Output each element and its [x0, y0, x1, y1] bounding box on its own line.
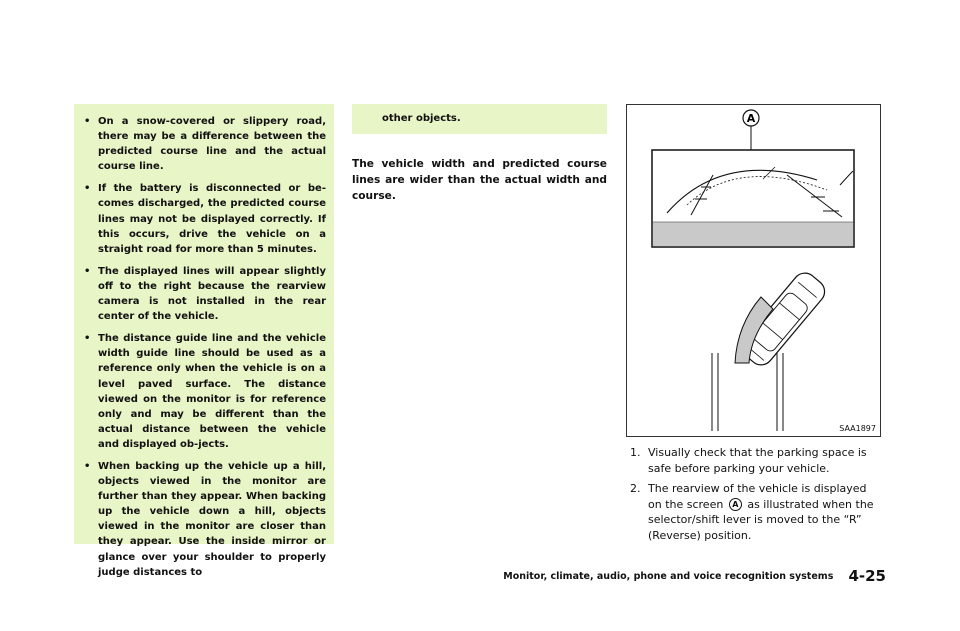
note-item: • The distance guide line and the vehicle width guide line should be used as a reference only when the vehicle is on a level paved surface. The distance viewed on the monitor is for reference only and may be different than the actual distance between the vehicle and displayed ob-jects. [84, 331, 326, 452]
rearview-illustration [627, 105, 880, 436]
body-paragraph: The vehicle width and predicted course lines are wider than the actual width and course. [352, 157, 607, 202]
page-footer [500, 566, 886, 585]
note-continuation-text: other objects. [382, 113, 461, 124]
step-number: 2. [630, 482, 641, 495]
steps-list [630, 445, 882, 548]
caution-note-continuation [352, 104, 607, 134]
note-item: • On a snow-covered or slippery road, there may be a difference between the predicted course line and the actual course line. [84, 114, 326, 174]
step-text-pre: The rearview of the vehicle is displayed on the screen [648, 482, 867, 511]
figure-id: SAA1897 [839, 424, 876, 433]
rearview-figure [626, 104, 881, 437]
section-title: Monitor, climate, audio, phone and voice recognition systems [503, 571, 834, 582]
caution-note-box [74, 104, 334, 578]
callout-label: A [746, 112, 756, 125]
step-text-post: as illustrated when the selector/shift lever is moved to the “R” (Reverse) position. [648, 497, 874, 542]
callout-a-icon: A [729, 498, 742, 511]
step-number: 1. [630, 446, 641, 459]
step-item [630, 445, 882, 476]
page-number: 4-25 [848, 567, 886, 585]
step-text: Visually check that the parking space is safe before parking your vehicle. [648, 446, 867, 475]
bumper-area [653, 222, 853, 246]
note-item: • The displayed lines will appear slightly off to the right because the rearview camera is not installed in the rear center of the vehicle. [84, 264, 326, 324]
note-item: • If the battery is disconnected or be-comes discharged, the predicted course lines may not be displayed correctly. If this occurs, drive the vehicle on a straight road for more than 5 minutes. [84, 181, 326, 256]
note-item: • When backing up the vehicle up a hill, objects viewed in the monitor are further than they appear. When backing up the vehicle down a hill, objects viewed in the monitor are closer than they appear. Use the inside mirror or glance over your shoulder to properly judge distances to [84, 459, 326, 580]
note-list [74, 104, 334, 580]
step-item [630, 481, 882, 543]
